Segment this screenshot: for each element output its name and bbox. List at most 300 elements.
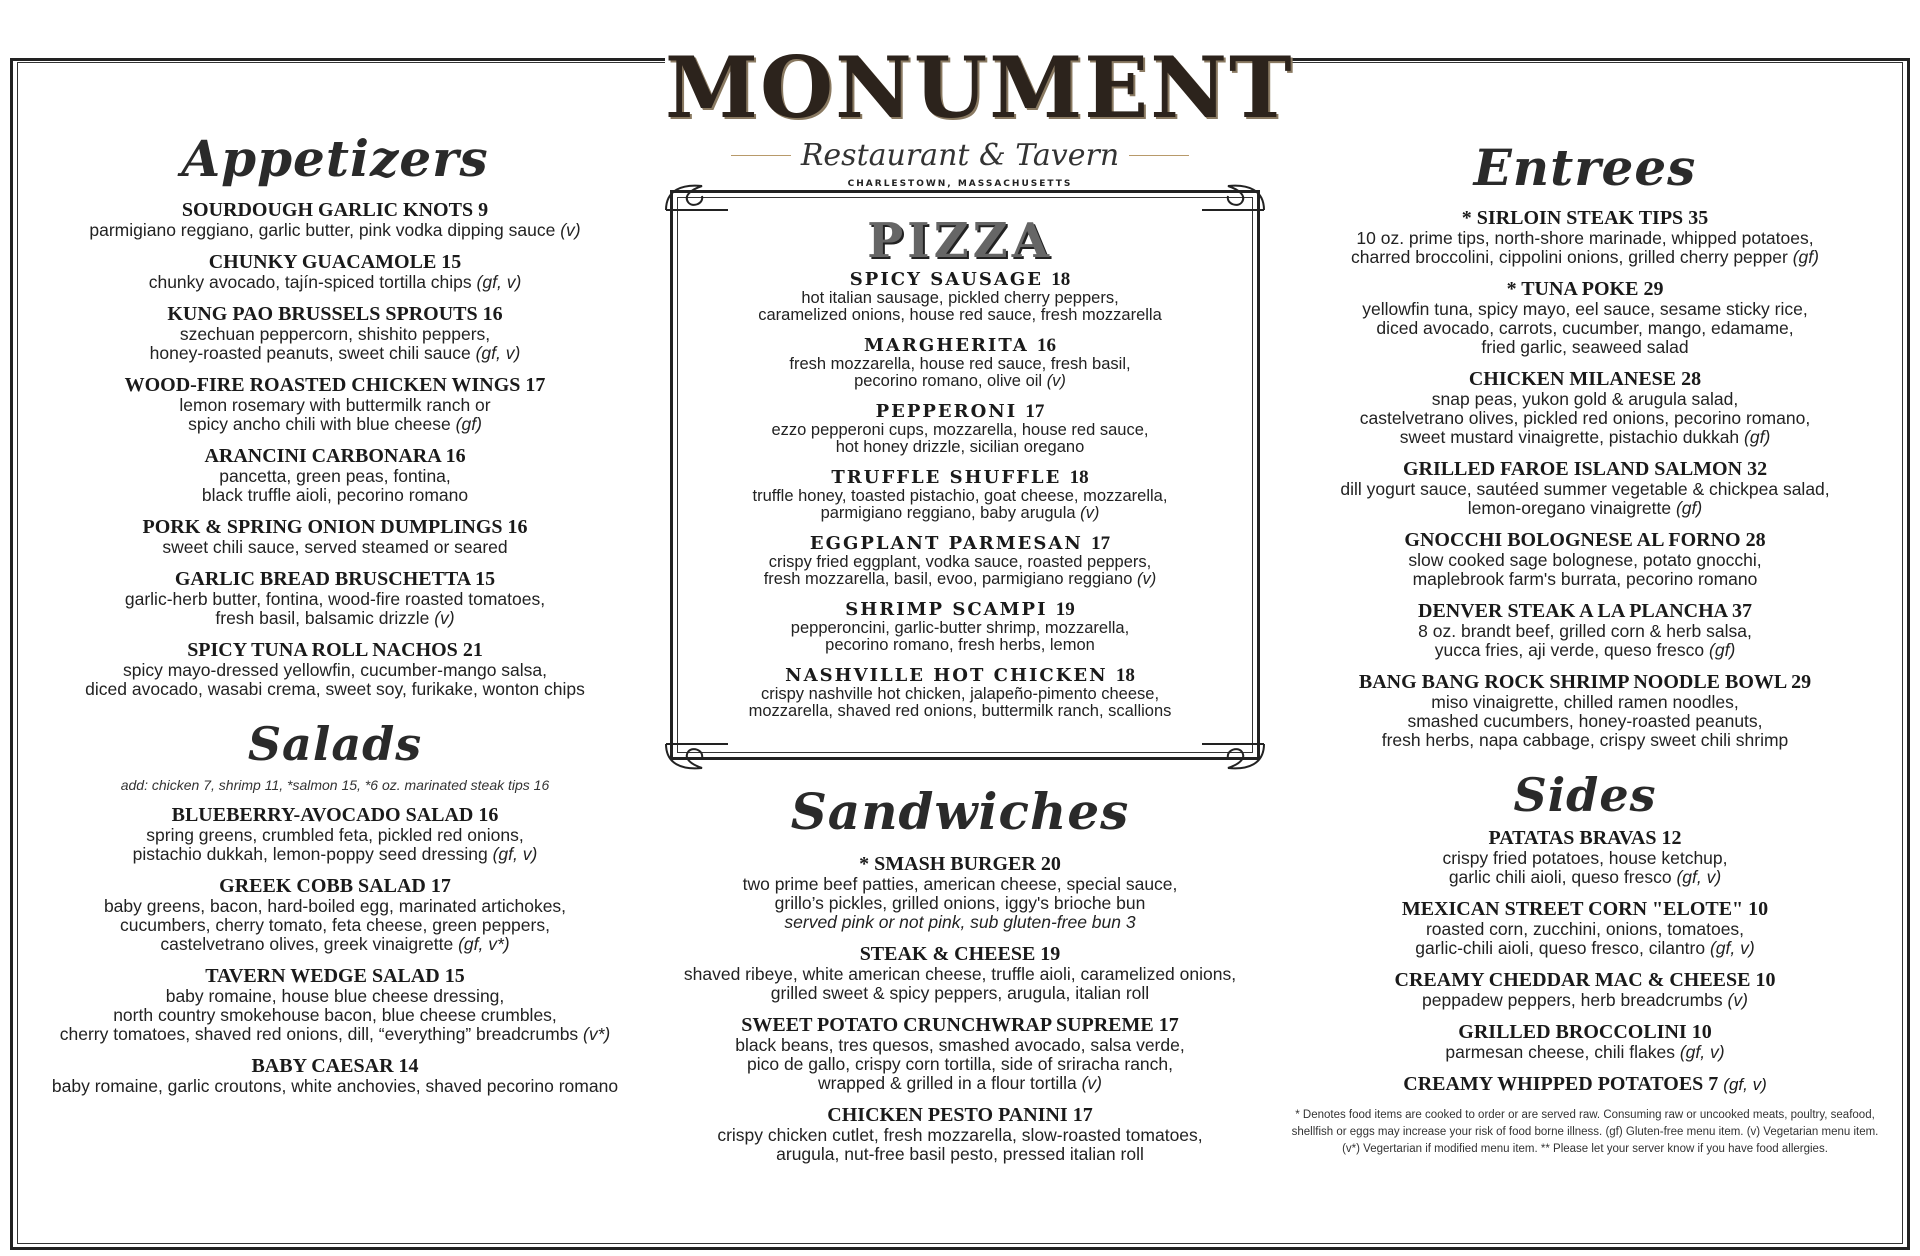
description-text: two prime beef patties, american cheese, special sauce, bbox=[742, 874, 1178, 894]
description-text: fresh basil, balsamic drizzle bbox=[215, 608, 430, 628]
description-text: snap peas, yukon gold & arugula salad, bbox=[1431, 389, 1739, 409]
description-text: pecorino romano, olive oil bbox=[854, 372, 1043, 390]
menu-item-name: * SIRLOIN STEAK TIPS bbox=[1461, 207, 1684, 229]
menu-item-description bbox=[660, 505, 1260, 522]
description-text: grillo’s pickles, grilled onions, iggy's brioche bun bbox=[774, 893, 1146, 913]
menu-item-description bbox=[30, 609, 640, 628]
menu-item bbox=[1280, 1074, 1890, 1095]
menu-item-name-line bbox=[660, 270, 1260, 290]
description-text: shaved ribeye, white american cheese, truffle aioli, caramelized onions, bbox=[683, 964, 1237, 984]
description-text: pancetta, green peas, fontina, bbox=[219, 466, 451, 486]
description-text: 8 oz. brandt beef, grilled corn & herb salsa, bbox=[1418, 621, 1752, 641]
menu-item-description bbox=[660, 1036, 1260, 1055]
menu-item-price: 16 bbox=[482, 303, 503, 325]
subbrand-row bbox=[665, 138, 1255, 173]
description-text: baby romaine, garlic croutons, white anchovies, shaved pecorino romano bbox=[51, 1076, 619, 1096]
menu-item-name: KUNG PAO BRUSSELS SPROUTS bbox=[167, 303, 478, 325]
description-text: cherry tomatoes, shaved red onions, dill, “everything” breadcrumbs bbox=[59, 1024, 579, 1044]
menu-item-description bbox=[660, 984, 1260, 1003]
menu-item bbox=[660, 468, 1260, 522]
section-title-pizza: PIZZA bbox=[867, 213, 1053, 269]
dietary-tag: (gf) bbox=[455, 414, 482, 434]
menu-item-name: SPICY SAUSAGE bbox=[849, 269, 1043, 290]
menu-item bbox=[30, 200, 640, 240]
menu-item-name-line bbox=[1280, 601, 1890, 622]
menu-item-price: 20 bbox=[1040, 853, 1061, 875]
entrees-list bbox=[1280, 208, 1890, 750]
menu-item-description bbox=[660, 1126, 1260, 1145]
dietary-tag: (gf, v) bbox=[476, 272, 522, 292]
menu-item bbox=[1280, 369, 1890, 447]
dietary-tag: (gf, v) bbox=[1709, 938, 1755, 958]
menu-item-name-line bbox=[1280, 459, 1890, 480]
description-text: crispy nashville hot chicken, jalapeño-pimento cheese, bbox=[760, 685, 1160, 703]
menu-item-description bbox=[30, 1025, 640, 1044]
flourish-top-right-icon bbox=[1198, 180, 1268, 214]
menu-item-name-line bbox=[660, 944, 1260, 965]
menu-item-price: 28 bbox=[1681, 368, 1702, 390]
menu-item-price: 17 bbox=[525, 374, 546, 396]
menu-item-name-line bbox=[30, 876, 640, 897]
menu-item-description bbox=[30, 273, 640, 292]
menu-item-description bbox=[1280, 868, 1890, 887]
menu-item-description bbox=[1280, 428, 1890, 447]
description-text: lemon rosemary with buttermilk ranch or bbox=[179, 395, 491, 415]
menu-item-name: BABY CAESAR bbox=[251, 1055, 394, 1077]
description-text: spring greens, crumbled feta, pickled red onions, bbox=[146, 825, 524, 845]
menu-item-name-line bbox=[1280, 1022, 1890, 1043]
menu-item-description bbox=[660, 637, 1260, 654]
menu-item-name: TRUFFLE SHUFFLE bbox=[831, 467, 1062, 488]
menu-item bbox=[30, 517, 640, 557]
menu-item-description bbox=[660, 373, 1260, 390]
description-text: slow cooked sage bolognese, potato gnocchi, bbox=[1408, 550, 1762, 570]
dietary-tag: (gf, v) bbox=[492, 844, 538, 864]
salads-list bbox=[30, 805, 640, 1096]
menu-item-description bbox=[30, 1077, 640, 1096]
menu-item-description bbox=[1280, 849, 1890, 868]
description-text: diced avocado, carrots, cucumber, mango, edamame, bbox=[1376, 318, 1794, 338]
menu-item-description bbox=[660, 422, 1260, 439]
menu-item-name-line bbox=[660, 534, 1260, 554]
menu-item-name-line bbox=[660, 1105, 1260, 1126]
menu-item-price: 17 bbox=[1025, 401, 1045, 422]
menu-item-name: CREAMY WHIPPED POTATOES bbox=[1403, 1073, 1704, 1095]
flourish-bottom-left-icon bbox=[662, 740, 732, 774]
flourish-top-left-icon bbox=[662, 180, 732, 214]
description-text: caramelized onions, house red sauce, fresh mozzarella bbox=[758, 306, 1162, 324]
menu-item-description bbox=[1280, 248, 1890, 267]
menu-item-description bbox=[660, 894, 1260, 913]
menu-item bbox=[30, 1056, 640, 1096]
menu-item-description bbox=[30, 661, 640, 680]
menu-item-description bbox=[1280, 551, 1890, 570]
description-text: charred broccolini, cippolini onions, grilled cherry pepper bbox=[1351, 247, 1788, 267]
menu-item-description bbox=[660, 965, 1260, 984]
menu-item-name-line bbox=[30, 375, 640, 396]
menu-item-description bbox=[660, 439, 1260, 456]
description-text: garlic-herb butter, fontina, wood-fire roasted tomatoes, bbox=[124, 589, 546, 609]
menu-item bbox=[660, 534, 1260, 588]
menu-item-name: SPICY TUNA ROLL NACHOS bbox=[187, 639, 458, 661]
menu-item-name-line bbox=[30, 446, 640, 467]
brand-subtitle: Restaurant & Tavern bbox=[800, 138, 1120, 173]
menu-item-name: STEAK & CHEESE bbox=[859, 943, 1036, 965]
menu-item-name-line bbox=[30, 966, 640, 987]
menu-item-description bbox=[1280, 641, 1890, 660]
menu-item-price: 18 bbox=[1069, 467, 1089, 488]
menu-item-name: BANG BANG ROCK SHRIMP NOODLE BOWL bbox=[1358, 671, 1787, 693]
description-text: sweet mustard vinaigrette, pistachio dukkah bbox=[1399, 427, 1740, 447]
footnote-line: shellfish or eggs may increase your risk of food borne illness. (gf) Gluten-free menu item. (v) Vegetarian menu item. bbox=[1291, 1126, 1879, 1138]
description-text: parmigiano reggiano, garlic butter, pink vodka dipping sauce bbox=[89, 220, 556, 240]
menu-item-name-line bbox=[30, 304, 640, 325]
menu-item-price: 17 bbox=[1072, 1104, 1093, 1126]
menu-item-description bbox=[30, 486, 640, 505]
description-text: baby greens, bacon, hard-boiled egg, marinated artichokes, bbox=[103, 896, 567, 916]
menu-item-description bbox=[1280, 991, 1890, 1010]
description-text: castelvetrano olives, pickled red onions, pecorino romano, bbox=[1359, 408, 1811, 428]
menu-item-price: 18 bbox=[1115, 665, 1135, 686]
menu-item-price: 15 bbox=[475, 568, 496, 590]
menu-item-description bbox=[660, 875, 1260, 894]
menu-item-name-line bbox=[1280, 279, 1890, 300]
description-text: honey-roasted peanuts, sweet chili sauce bbox=[149, 343, 471, 363]
description-text: sweet chili sauce, served steamed or seared bbox=[162, 537, 508, 557]
menu-item-description bbox=[660, 571, 1260, 588]
menu-item bbox=[660, 600, 1260, 654]
menu-item-description bbox=[30, 1006, 640, 1025]
menu-item-name-line bbox=[660, 468, 1260, 488]
menu-item-description bbox=[30, 325, 640, 344]
menu-item-name: GNOCCHI BOLOGNESE AL FORNO bbox=[1404, 529, 1741, 551]
dietary-tag: (gf, v) bbox=[1676, 867, 1722, 887]
menu-item-price: 16 bbox=[507, 516, 528, 538]
menu-item-description bbox=[1280, 712, 1890, 731]
menu-item bbox=[30, 640, 640, 699]
menu-item bbox=[1280, 1022, 1890, 1062]
description-text: spicy mayo-dressed yellowfin, cucumber-mango salsa, bbox=[122, 660, 548, 680]
menu-item-name: ARANCINI CARBONARA bbox=[204, 445, 441, 467]
menu-item-price: 17 bbox=[430, 875, 451, 897]
right-column bbox=[1280, 128, 1890, 1158]
menu-item-name: CHICKEN MILANESE bbox=[1468, 368, 1677, 390]
menu-item-name: SHRIMP SCAMPI bbox=[845, 599, 1048, 620]
menu-item-description bbox=[660, 686, 1260, 703]
menu-item bbox=[660, 854, 1260, 932]
menu-item-price: 16 bbox=[478, 804, 499, 826]
dietary-tag: (v) bbox=[1046, 372, 1066, 390]
menu-item-description bbox=[30, 344, 640, 363]
menu-item-name: MEXICAN STREET CORN "ELOTE" bbox=[1401, 898, 1744, 920]
menu-item bbox=[30, 805, 640, 864]
description-text: diced avocado, wasabi crema, sweet soy, furikake, wonton chips bbox=[85, 679, 585, 699]
menu-item-name-line bbox=[660, 1015, 1260, 1036]
description-text: arugula, nut-free basil pesto, pressed italian roll bbox=[776, 1144, 1144, 1164]
description-text: crispy fried eggplant, vodka sauce, roasted peppers, bbox=[768, 553, 1152, 571]
menu-item-description bbox=[30, 221, 640, 240]
menu-item-name: CREAMY CHEDDAR MAC & CHEESE bbox=[1394, 969, 1751, 991]
description-text: maplebrook farm's burrata, pecorino romano bbox=[1412, 569, 1758, 589]
flourish-bottom-right-icon bbox=[1198, 740, 1268, 774]
menu-item-description bbox=[1280, 319, 1890, 338]
menu-item bbox=[1280, 970, 1890, 1010]
menu-item-description bbox=[660, 307, 1260, 324]
menu-item-description bbox=[1280, 939, 1890, 958]
dietary-tag: (v) bbox=[560, 220, 581, 240]
menu-item-description bbox=[1280, 480, 1890, 499]
section-title-appetizers: Appetizers bbox=[181, 129, 489, 188]
dietary-tag: (v) bbox=[1727, 990, 1748, 1010]
menu-item-description bbox=[30, 590, 640, 609]
salads-addon-note: add: chicken 7, shrimp 11, *salmon 15, *6 oz. marinated steak tips 16 bbox=[120, 777, 550, 793]
description-text: pecorino romano, fresh herbs, lemon bbox=[825, 636, 1095, 654]
menu-item-name: TAVERN WEDGE SALAD bbox=[205, 965, 440, 987]
menu-item bbox=[1280, 530, 1890, 589]
description-text: 10 oz. prime tips, north-shore marinade, whipped potatoes, bbox=[1356, 228, 1814, 248]
description-text: mozzarella, shaved red onions, buttermilk ranch, scallions bbox=[748, 702, 1172, 720]
menu-item-price: 28 bbox=[1745, 529, 1766, 551]
menu-item-description bbox=[1280, 390, 1890, 409]
description-text: crispy chicken cutlet, fresh mozzarella, slow-roasted tomatoes, bbox=[717, 1125, 1203, 1145]
menu-item-price: 7 bbox=[1708, 1073, 1719, 1095]
menu-item-name-line bbox=[660, 336, 1260, 356]
menu-item-description bbox=[1280, 1043, 1890, 1062]
menu-item-name-line bbox=[1280, 672, 1890, 693]
description-text: fresh mozzarella, basil, evoo, parmigiano reggiano bbox=[763, 570, 1133, 588]
divider bbox=[1129, 155, 1189, 156]
menu-item-name-line bbox=[30, 200, 640, 221]
menu-item-price: 12 bbox=[1661, 827, 1682, 849]
description-text: miso vinaigrette, chilled ramen noodles, bbox=[1431, 692, 1739, 712]
menu-item-description bbox=[660, 703, 1260, 720]
menu-item-name: GREEK COBB SALAD bbox=[219, 875, 426, 897]
description-text: fresh herbs, napa cabbage, crispy sweet chili shrimp bbox=[1381, 730, 1789, 750]
description-text: szechuan peppercorn, shishito peppers, bbox=[179, 324, 491, 344]
description-text: yucca fries, aji verde, queso fresco bbox=[1434, 640, 1705, 660]
menu-item bbox=[660, 1105, 1260, 1164]
menu-item-description bbox=[30, 467, 640, 486]
appetizers-list bbox=[30, 200, 640, 699]
menu-item-description bbox=[660, 1055, 1260, 1074]
menu-item-name-line bbox=[1280, 899, 1890, 920]
description-text: pico de gallo, crispy corn tortilla, side of sriracha ranch, bbox=[746, 1054, 1174, 1074]
menu-item-description bbox=[30, 415, 640, 434]
description-text: baby romaine, house blue cheese dressing, bbox=[165, 986, 505, 1006]
menu-item-description bbox=[30, 680, 640, 699]
section-title-sandwiches: Sandwiches bbox=[790, 782, 1130, 841]
menu-item-price: 18 bbox=[1051, 269, 1071, 290]
description-text: spicy ancho chili with blue cheese bbox=[188, 414, 451, 434]
description-text: peppadew peppers, herb breadcrumbs bbox=[1422, 990, 1723, 1010]
pizza-section bbox=[660, 212, 1260, 732]
description-text: fried garlic, seaweed salad bbox=[1481, 337, 1689, 357]
menu-item-name: EGGPLANT PARMESAN bbox=[809, 533, 1083, 554]
menu-item-name-line bbox=[660, 402, 1260, 422]
dietary-tag: (v) bbox=[1081, 1073, 1103, 1093]
menu-item bbox=[1280, 279, 1890, 357]
menu-item-price: 14 bbox=[398, 1055, 419, 1077]
description-text: garlic-chili aioli, queso fresco, cilantro bbox=[1415, 938, 1706, 958]
dietary-tag: (v) bbox=[434, 608, 455, 628]
menu-item-description bbox=[660, 290, 1260, 307]
menu-item-name: NASHVILLE HOT CHICKEN bbox=[785, 665, 1108, 686]
menu-item bbox=[1280, 601, 1890, 660]
menu-item bbox=[1280, 459, 1890, 518]
menu-item-price: 21 bbox=[462, 639, 483, 661]
description-text: yellowfin tuna, spicy mayo, eel sauce, sesame sticky rice, bbox=[1362, 299, 1808, 319]
description-text: hot italian sausage, pickled cherry peppers, bbox=[801, 289, 1119, 307]
menu-item-name-line bbox=[30, 1056, 640, 1077]
menu-item-description bbox=[30, 826, 640, 845]
menu-item-price: 15 bbox=[441, 251, 462, 273]
description-text: wrapped & grilled in a flour tortilla bbox=[817, 1073, 1077, 1093]
menu-item-price: 32 bbox=[1747, 458, 1768, 480]
menu-item bbox=[660, 402, 1260, 456]
menu-item-description bbox=[30, 845, 640, 864]
description-text: north country smokehouse bacon, blue cheese crumbles, bbox=[113, 1005, 557, 1025]
menu-item-description bbox=[1280, 570, 1890, 589]
dietary-tag: (gf, v*) bbox=[458, 934, 510, 954]
description-text: ezzo pepperoni cups, mozzarella, house red sauce, bbox=[771, 421, 1149, 439]
menu-item-name: MARGHERITA bbox=[864, 335, 1029, 356]
menu-item-name: DENVER STEAK A LA PLANCHA bbox=[1418, 600, 1727, 622]
menu-item-description bbox=[1280, 693, 1890, 712]
menu-item-description bbox=[30, 897, 640, 916]
menu-item-name-line bbox=[30, 640, 640, 661]
menu-item-name-line bbox=[30, 569, 640, 590]
menu-item-name-line bbox=[1280, 1074, 1890, 1095]
menu-item bbox=[30, 446, 640, 505]
menu-item-description bbox=[30, 916, 640, 935]
menu-item-name-line bbox=[1280, 970, 1890, 991]
allergy-footnote bbox=[1280, 1107, 1890, 1158]
menu-item-price: 9 bbox=[478, 199, 489, 221]
description-text: parmesan cheese, chili flakes bbox=[1445, 1042, 1675, 1062]
description-text: chunky avocado, tajín-spiced tortilla chips bbox=[148, 272, 472, 292]
description-text: dill yogurt sauce, sautéed summer vegetable & chickpea salad, bbox=[1340, 479, 1830, 499]
menu-item bbox=[1280, 828, 1890, 887]
menu-item-name: GRILLED FAROE ISLAND SALMON bbox=[1402, 458, 1743, 480]
sides-list bbox=[1280, 828, 1890, 1095]
menu-item-name-line bbox=[30, 252, 640, 273]
menu-item bbox=[1280, 672, 1890, 750]
menu-item-description bbox=[1280, 622, 1890, 641]
description-text: black truffle aioli, pecorino romano bbox=[201, 485, 469, 505]
description-text: roasted corn, zucchini, onions, tomatoes, bbox=[1425, 919, 1745, 939]
menu-item-price: 35 bbox=[1688, 207, 1709, 229]
description-text: truffle honey, toasted pistachio, goat cheese, mozzarella, bbox=[752, 487, 1168, 505]
pizza-list bbox=[660, 270, 1260, 720]
menu-item-description bbox=[30, 538, 640, 557]
menu-item-description bbox=[1280, 731, 1890, 750]
menu-item bbox=[30, 304, 640, 363]
menu-item-name-line bbox=[1280, 828, 1890, 849]
section-title-entrees: Entrees bbox=[1473, 138, 1697, 197]
sandwiches-section bbox=[660, 770, 1260, 1176]
menu-item-price: 10 bbox=[1755, 969, 1776, 991]
menu-item-description bbox=[30, 935, 640, 954]
menu-item-price: 16 bbox=[445, 445, 466, 467]
description-text: grilled sweet & spicy peppers, arugula, italian roll bbox=[770, 983, 1150, 1003]
menu-item bbox=[660, 944, 1260, 1003]
menu-item-price: 19 bbox=[1055, 599, 1075, 620]
menu-item bbox=[1280, 208, 1890, 267]
dietary-tag: (v*) bbox=[583, 1024, 611, 1044]
menu-item-description bbox=[660, 356, 1260, 373]
menu-item bbox=[30, 375, 640, 434]
menu-item-price: 17 bbox=[1158, 1014, 1179, 1036]
divider bbox=[731, 155, 791, 156]
description-text: black beans, tres quesos, smashed avocado, salsa verde, bbox=[735, 1035, 1185, 1055]
menu-item-description bbox=[1280, 338, 1890, 357]
menu-item-description bbox=[660, 1145, 1260, 1164]
menu-item-name-line bbox=[1280, 208, 1890, 229]
dietary-tag: (gf, v) bbox=[1679, 1042, 1725, 1062]
menu-item-name: PATATAS BRAVAS bbox=[1488, 827, 1657, 849]
menu-item-price: 10 bbox=[1748, 898, 1769, 920]
menu-item-price: 19 bbox=[1040, 943, 1061, 965]
menu-item bbox=[30, 966, 640, 1044]
menu-item-description bbox=[30, 396, 640, 415]
menu-item bbox=[30, 569, 640, 628]
menu-item-description bbox=[660, 1074, 1260, 1093]
menu-item-description bbox=[660, 488, 1260, 505]
description-text: garlic chili aioli, queso fresco bbox=[1448, 867, 1672, 887]
menu-item-name: PEPPERONI bbox=[875, 401, 1018, 422]
menu-item-name-line bbox=[660, 854, 1260, 875]
footnote-line: (v*) Vegertarian if modified menu item. ** Please let your server know if you have food allergies. bbox=[1342, 1143, 1828, 1155]
menu-item-name: GRILLED BROCCOLINI bbox=[1458, 1021, 1687, 1043]
section-title-salads: Salads bbox=[247, 717, 423, 771]
menu-item-name-line bbox=[30, 517, 640, 538]
description-text: castelvetrano olives, greek vinaigrette bbox=[160, 934, 454, 954]
menu-item bbox=[30, 252, 640, 292]
menu-item-name: * SMASH BURGER bbox=[859, 853, 1036, 875]
description-text: lemon-oregano vinaigrette bbox=[1467, 498, 1672, 518]
menu-item-name-line bbox=[660, 600, 1260, 620]
description-text: fresh mozzarella, house red sauce, fresh basil, bbox=[789, 355, 1131, 373]
menu-item-name-line bbox=[30, 805, 640, 826]
menu-item-name: BLUEBERRY-AVOCADO SALAD bbox=[171, 804, 474, 826]
dietary-tag: (gf) bbox=[1675, 498, 1703, 518]
menu-item-name-line bbox=[660, 666, 1260, 686]
menu-item-description bbox=[30, 987, 640, 1006]
sandwiches-list bbox=[660, 854, 1260, 1164]
dietary-tag: (gf) bbox=[1792, 247, 1819, 267]
description-text: hot honey drizzle, sicilian oregano bbox=[835, 438, 1085, 456]
menu-item bbox=[660, 1015, 1260, 1093]
menu-item-name: CHUNKY GUACAMOLE bbox=[208, 251, 437, 273]
menu-item-price: 16 bbox=[1036, 335, 1056, 356]
menu-item bbox=[30, 876, 640, 954]
description-text: crispy fried potatoes, house ketchup, bbox=[1442, 848, 1728, 868]
menu-item bbox=[660, 666, 1260, 720]
description-text: parmigiano reggiano, baby arugula bbox=[820, 504, 1076, 522]
menu-item-description bbox=[1280, 499, 1890, 518]
dietary-tag: (gf) bbox=[1709, 640, 1736, 660]
footnote-line: * Denotes food items are cooked to order or are served raw. Consuming raw or uncooked meats, poultry, seafood, bbox=[1295, 1109, 1875, 1121]
menu-item-serving-note: served pink or not pink, sub gluten-free bun 3 bbox=[784, 912, 1136, 932]
menu-item-name: SOURDOUGH GARLIC KNOTS bbox=[181, 199, 474, 221]
menu-item-price: 15 bbox=[444, 965, 465, 987]
menu-item bbox=[660, 336, 1260, 390]
menu-item-description bbox=[1280, 409, 1890, 428]
menu-item bbox=[1280, 899, 1890, 958]
menu-item-price: 17 bbox=[1091, 533, 1111, 554]
menu-item-description bbox=[660, 554, 1260, 571]
menu-item-description bbox=[1280, 229, 1890, 248]
